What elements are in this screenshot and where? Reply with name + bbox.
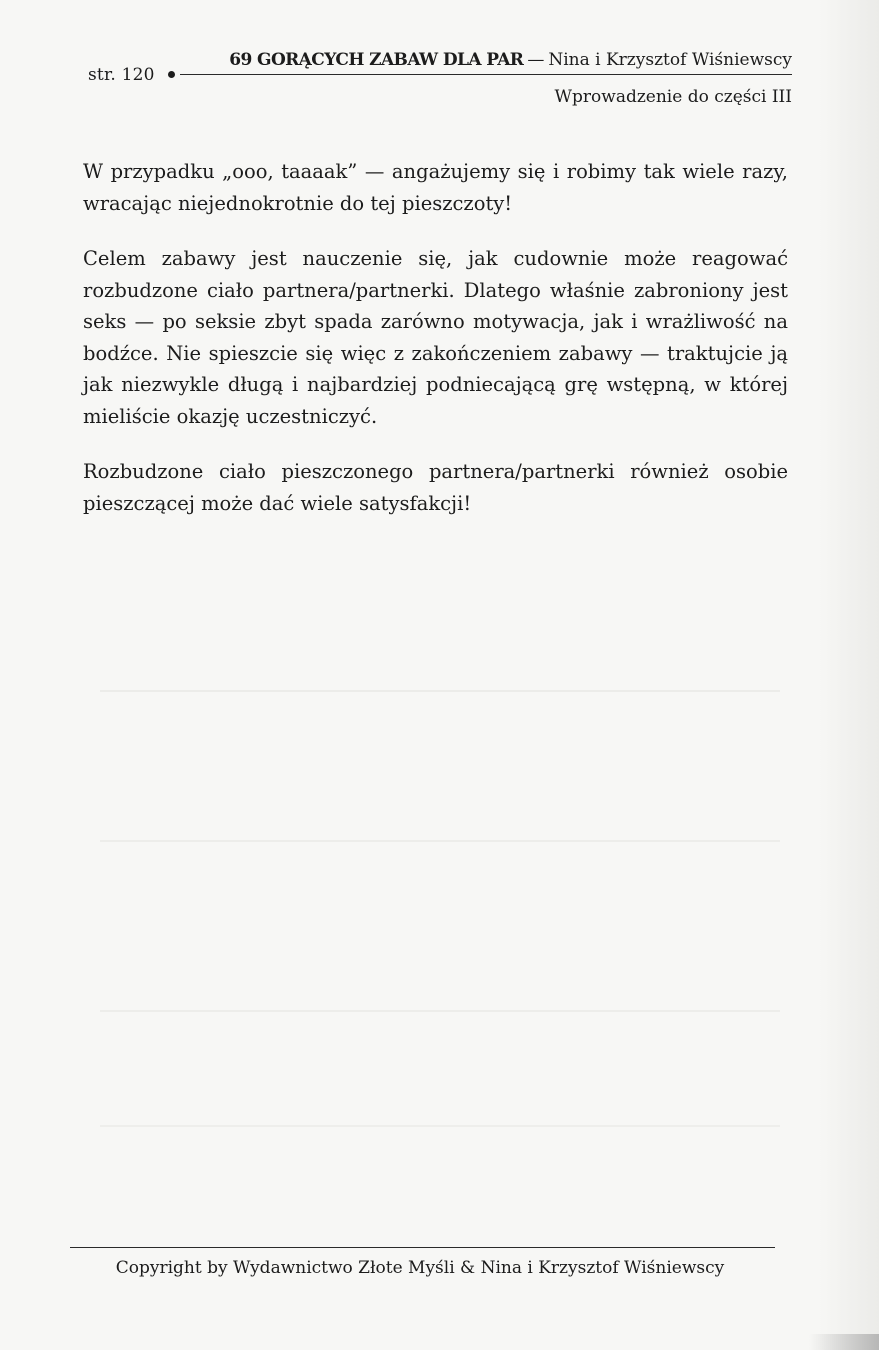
paragraph: Rozbudzone ciało pieszczonego partnera/partnerki również osobie pieszczącej może dać wiele satysfakcji! xyxy=(83,460,788,515)
bleed-through-line xyxy=(100,1010,780,1012)
page-edge-shadow xyxy=(819,0,879,1350)
footer-rule xyxy=(70,1247,775,1248)
running-header xyxy=(88,50,792,110)
bleed-through-line xyxy=(100,840,780,842)
bleed-through-line xyxy=(100,1125,780,1127)
copyright-notice: Copyright by Wydawnictwo Złote Myśli & Nina i Krzysztof Wiśniewscy xyxy=(115,1258,725,1278)
body-text xyxy=(83,156,788,543)
title-dash: — xyxy=(527,50,545,70)
bleed-through-line xyxy=(100,690,780,692)
page-corner-shadow xyxy=(809,1334,879,1350)
paragraph: Celem zabawy jest nauczenie się, jak cudownie może reagować rozbudzone ciało partnera/partnerki. Dlatego właśnie zabroniony jest seks — po seksie zbyt spada zarówno motywacja, jak i wrażliwość na bodźce. Nie spieszcie się więc z zakończeniem zabawy — traktujcie ją jak niezwykle długą i najbardziej podniecającą grę wstępną, w której mieliście okazję uczestniczyć. xyxy=(83,247,788,428)
book-title: 69 GORĄCYCH ZABAW DLA PAR xyxy=(229,50,524,70)
chapter-title: Wprowadzenie do części III xyxy=(554,87,792,107)
paragraph: W przypadku „ooo, taaaak” — angażujemy się i robimy tak wiele razy, wracając niejednokrotnie do tej pieszczoty! xyxy=(83,160,788,215)
header-title-line xyxy=(223,50,792,70)
header-rule xyxy=(180,74,792,75)
header-authors: Nina i Krzysztof Wiśniewscy xyxy=(548,50,792,70)
header-bullet-icon xyxy=(168,71,175,78)
page-number: str. 120 xyxy=(88,65,155,85)
